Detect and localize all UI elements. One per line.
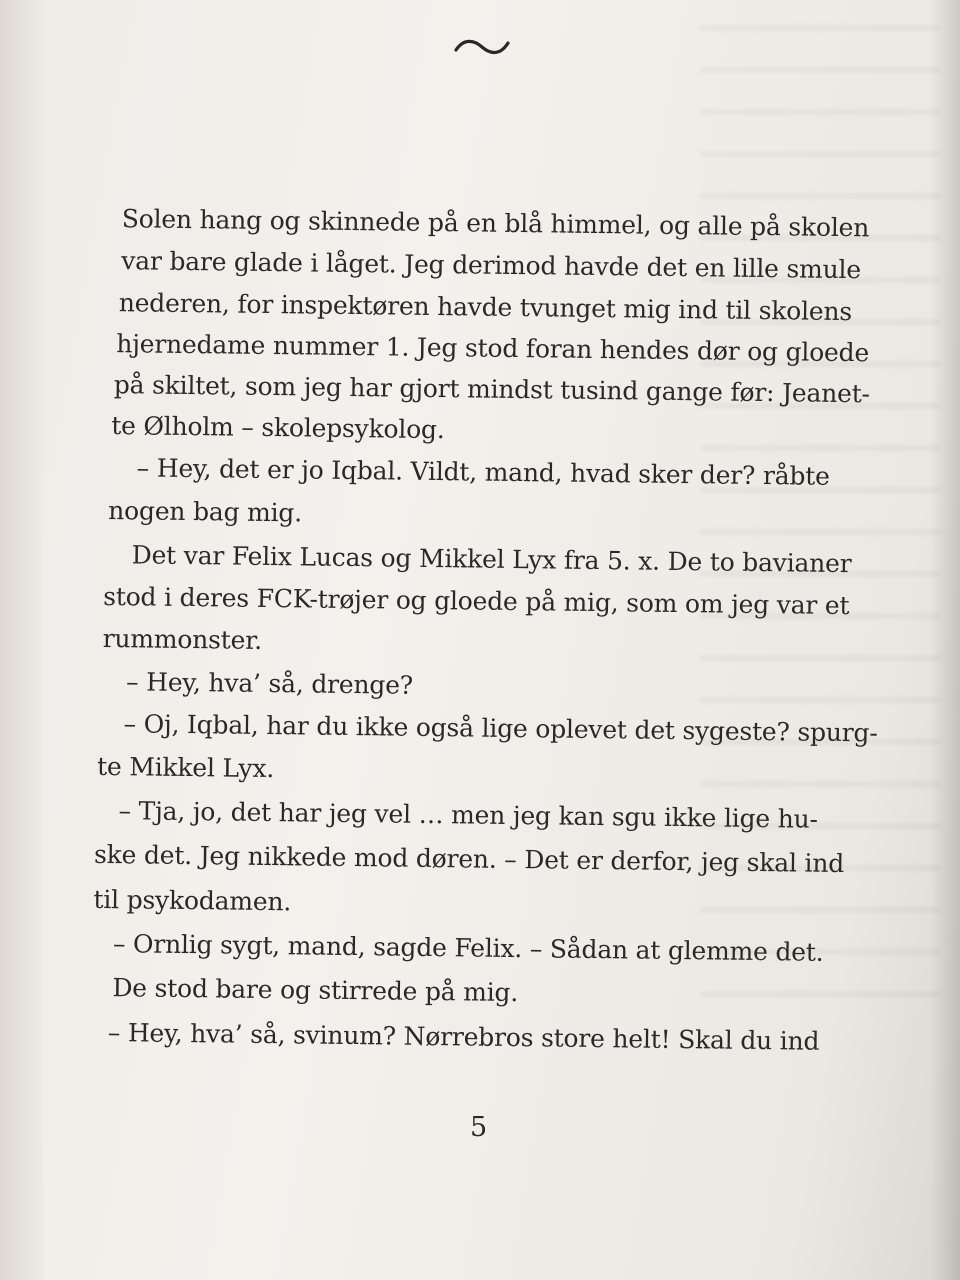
text-line: hjernedame nummer 1. Jeg stod foran hendes dør og gloede [116,329,870,368]
text-line: – Hey, hva’ så, drenge? [125,667,414,700]
text-line: Solen hang og skinnede på en blå himmel, og alle på skolen [121,204,870,243]
page-shadow [930,0,960,1280]
text-line: – Ornlig sygt, mand, sagde Felix. – Sådan at glemme det. [112,929,824,967]
chapter-ornament-icon [450,34,514,60]
text-line: rummonster. [102,623,263,655]
text-line: på skiltet, som jeg har gjort mindst tusind gange før: Jeanet- [113,370,870,409]
text-line: te Ølholm – skolepsykolog. [111,411,445,445]
text-line: stod i deres FCK-trøjer og gloede på mig, som om jeg var et [103,581,850,621]
text-line: til psykodamen. [93,884,292,917]
text-line: Det var Felix Lucas og Mikkel Lyx fra 5. x. De to bavianer [131,540,852,579]
text-line: – Tja, jo, det har jeg vel … men jeg kan sgu ikke lige hu- [118,796,818,834]
text-line: ske det. Jeg nikkede mod døren. – Det er derfor, jeg skal ind [93,839,845,879]
text-line: nogen bag mig. [108,496,303,528]
text-line: nederen, for inspektøren havde tvunget mig ind til skolens [118,288,853,327]
page-edge [0,0,44,1280]
text-line: – Oj, Iqbal, har du ikke også lige oplevet det sygeste? spurg- [123,709,878,748]
text-line: De stod bare og stirrede på mig. [112,973,519,1008]
text-line: – Hey, det er jo Iqbal. Vildt, mand, hvad sker der? råbte [136,453,830,491]
page-number: 5 [470,1112,488,1143]
text-line: te Mikkel Lyx. [96,751,275,784]
text-line: var bare glade i låget. Jeg derimod havde det en lille smule [121,246,862,285]
text-line: – Hey, hva’ så, svinum? Nørrebros store helt! Skal du ind [107,1018,820,1056]
